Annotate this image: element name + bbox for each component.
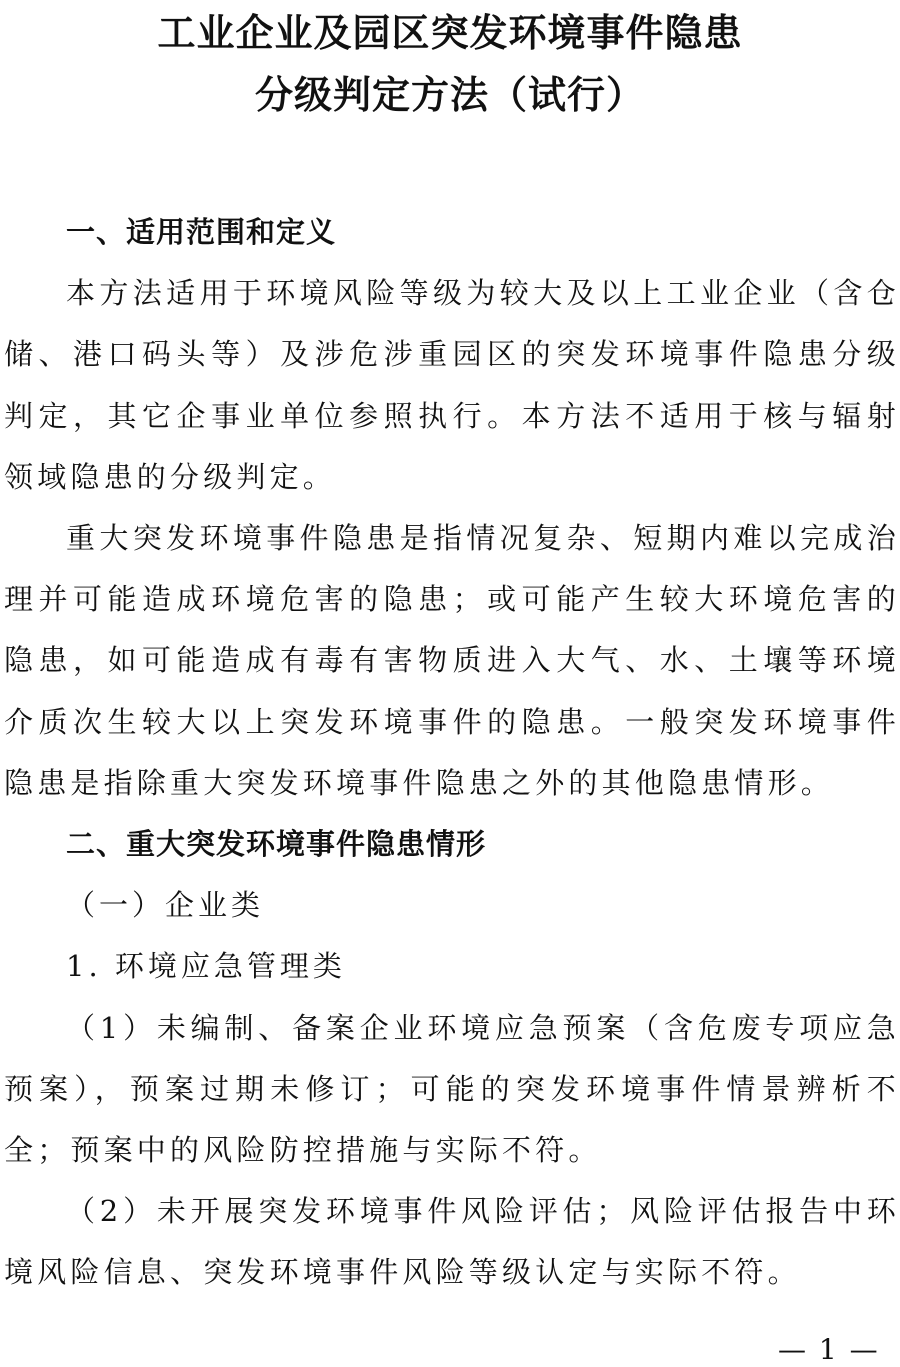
subsection-emergency-management: 1. 环境应急管理类 [66,949,346,984]
page-number: — 1 — [778,1333,880,1366]
item-2-paragraph: （2）未开展突发环境事件风险评估；风险评估报告中环境风险信息、突发环境事件风险等级认定与实际不符。 [4,1194,900,1290]
document-title [0,2,900,126]
document-body [4,202,900,1304]
section-1-paragraph-1: 本方法适用于环境风险等级为较大及以上工业企业（含仓储、港口码头等）及涉危涉重园区的突发环境事件隐患分级判定，其它企事业单位参照执行。本方法不适用于核与辐射领域隐患的分级判定。 [4,276,900,494]
subsection-enterprise: （一）企业类 [66,888,265,923]
title-line-2: 分级判定方法（试行） [254,73,645,117]
section-1-paragraph-2: 重大突发环境事件隐患是指情况复杂、短期内难以完成治理并可能造成环境危害的隐患；或可能产生较大环境危害的隐患，如可能造成有毒有害物质进入大气、水、土壤等环境介质次生较大以上突发环境事件的隐患。一般突发环境事件隐患是指除重大突发环境事件隐患之外的其他隐患情形。 [4,521,900,800]
section-1-heading: 一、适用范围和定义 [66,215,337,249]
title-line-1: 工业企业及园区突发环境事件隐患 [157,11,743,55]
section-2-heading: 二、重大突发环境事件隐患情形 [66,827,487,862]
item-1-paragraph: （1）未编制、备案企业环境应急预案（含危废专项应急预案），预案过期未修订；可能的突发环境事件情景辨析不全；预案中的风险防控措施与实际不符。 [4,1010,900,1168]
